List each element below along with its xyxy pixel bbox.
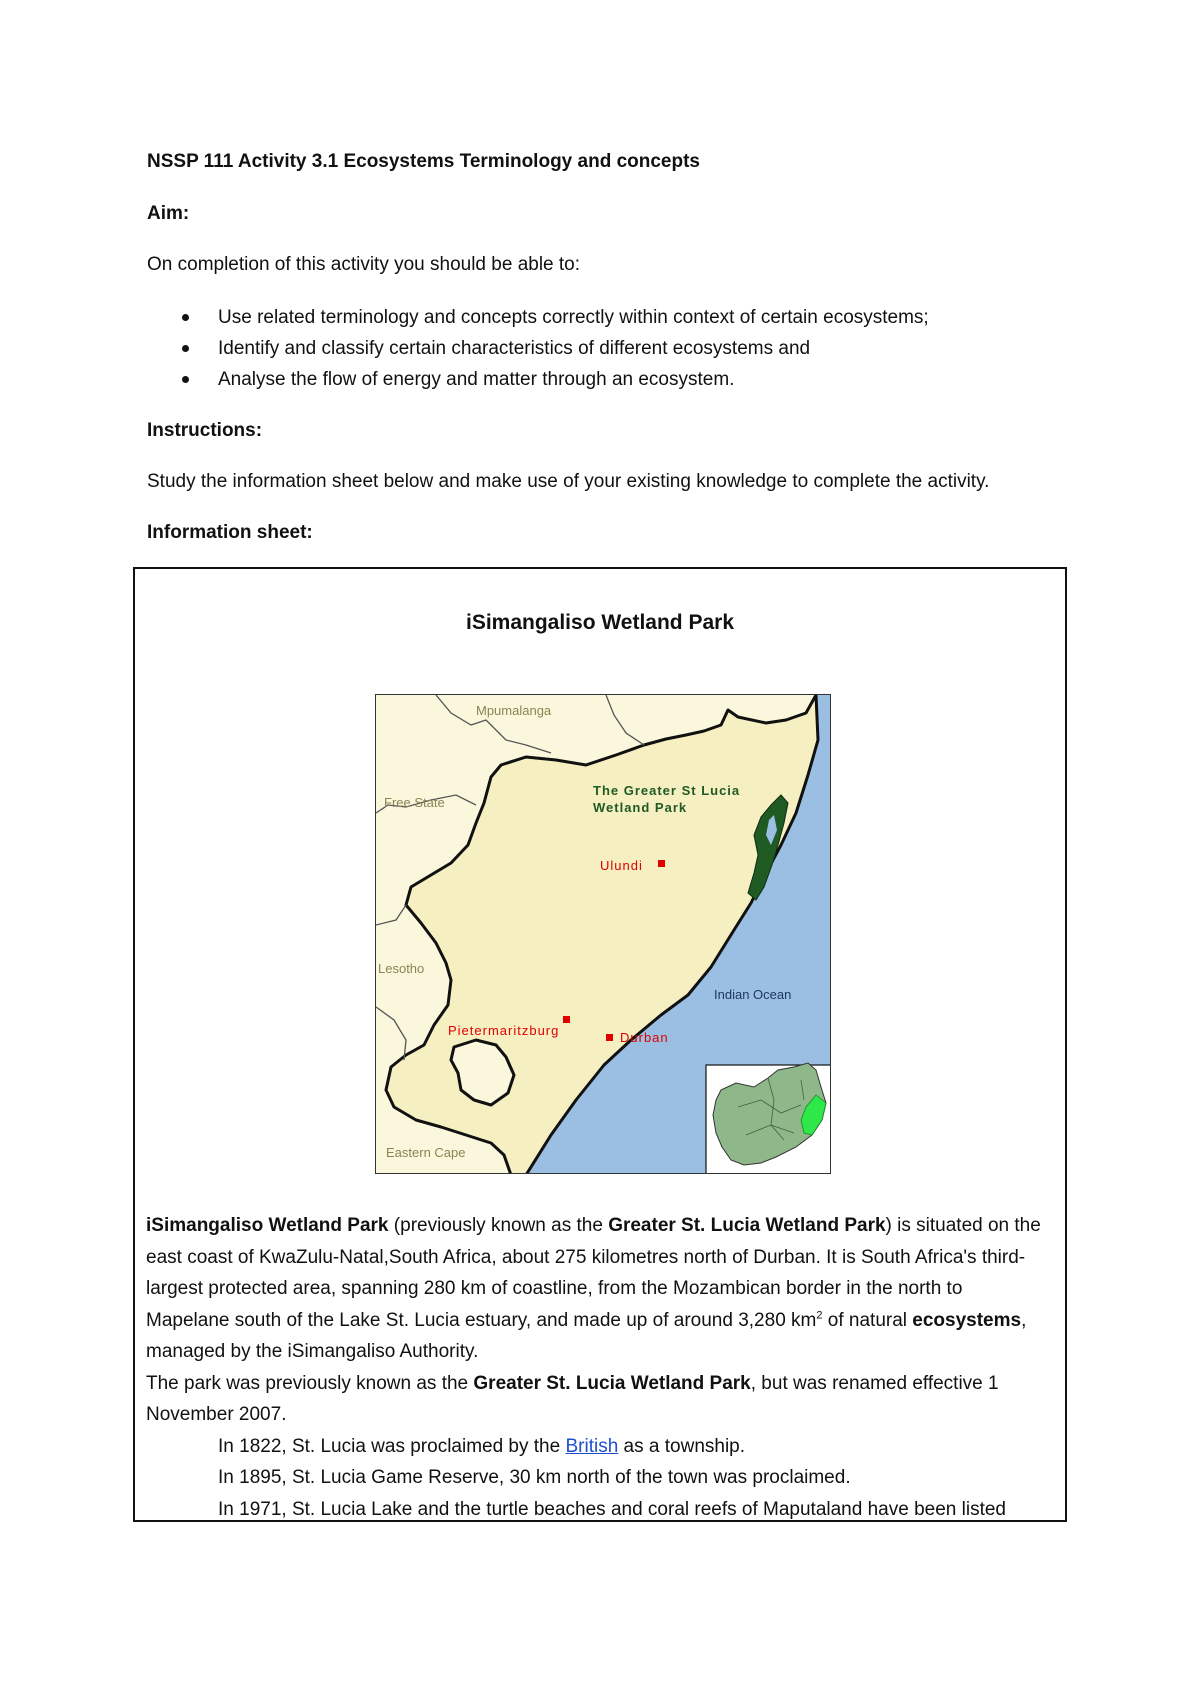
label-mpumalanga: Mpumalanga <box>476 703 552 718</box>
superscript: 2 <box>816 1309 823 1322</box>
park-location-map <box>375 694 831 1174</box>
paragraph-2 <box>146 1368 1046 1431</box>
label-lesotho: Lesotho <box>378 961 425 976</box>
former-park-name: Greater St. Lucia Wetland Park <box>608 1215 886 1236</box>
history-line-1971: In 1971, St. Lucia Lake and the turtle beaches and coral reefs of Maputaland have been listed <box>218 1498 1006 1520</box>
map-svg <box>376 695 831 1174</box>
history-line-1822 <box>146 1431 1046 1463</box>
aim-intro: On completion of this activity you should be able to: <box>147 254 581 275</box>
label-durban: Durban <box>620 1030 669 1045</box>
former-park-name: Greater St. Lucia Wetland Park <box>473 1372 751 1394</box>
text-span: of natural <box>822 1309 913 1331</box>
ulundi-marker <box>658 860 665 867</box>
list-item: Use related terminology and concepts correctly within context of certain ecosystems; <box>180 302 929 333</box>
label-eastern-cape: Eastern Cape <box>386 1145 466 1160</box>
label-indian-ocean: Indian Ocean <box>714 987 792 1002</box>
information-body <box>146 1210 1046 1525</box>
information-sheet-box <box>133 567 1067 1522</box>
instructions-heading: Instructions: <box>147 420 263 441</box>
text-span: (previously known as the <box>388 1215 609 1236</box>
document-title: NSSP 111 Activity 3.1 Ecosystems Terminology and concepts <box>147 151 700 172</box>
aim-list <box>180 302 929 395</box>
text-span: The park was previously known as the <box>146 1372 474 1394</box>
label-park-line2: Wetland Park <box>593 800 688 815</box>
instructions-text: Study the information sheet below and make use of your existing knowledge to complete the activity. <box>147 471 990 492</box>
box-title: iSimangaliso Wetland Park <box>465 611 735 634</box>
park-name: iSimangaliso Wetland Park <box>146 1215 389 1236</box>
information-sheet-heading: Information sheet: <box>147 522 313 543</box>
text-span: , managed by the iSimangaliso Authority. <box>146 1309 1027 1362</box>
list-item: Identify and classify certain characteristics of different ecosystems and <box>180 333 929 364</box>
label-ulundi: Ulundi <box>600 858 643 873</box>
text-span: as a township. <box>618 1435 746 1457</box>
history-line-1895: In 1895, St. Lucia Game Reserve, 30 km north of the town was proclaimed. <box>218 1467 851 1488</box>
durban-marker <box>606 1034 613 1041</box>
text-span: ) is situated on the east coast of KwaZulu-Natal,South Africa, about 275 kilometres north of Durban. It is South Africa's third-largest protected area, spanning 280 km of coastline, from the Mozambican border in the north to Mapelane south of the Lake St. Lucia estuary, and made up of around 3,280 km <box>146 1215 1041 1331</box>
text-span: , but was renamed effective 1 November 2007. <box>146 1372 999 1425</box>
pietermaritzburg-marker <box>563 1016 570 1023</box>
south-africa-inset <box>706 1063 831 1174</box>
label-free-state: Free State <box>384 795 445 810</box>
label-park-line1: The Greater St Lucia <box>593 783 741 798</box>
paragraph-1 <box>146 1210 1046 1368</box>
aim-heading: Aim: <box>147 203 190 224</box>
british-link[interactable]: British <box>565 1435 619 1457</box>
text-span: In 1822, St. Lucia was proclaimed by the <box>218 1435 566 1457</box>
list-item: Analyse the flow of energy and matter through an ecosystem. <box>180 364 929 395</box>
ecosystems-term: ecosystems <box>912 1309 1022 1331</box>
label-pietermaritzburg: Pietermaritzburg <box>448 1023 560 1038</box>
